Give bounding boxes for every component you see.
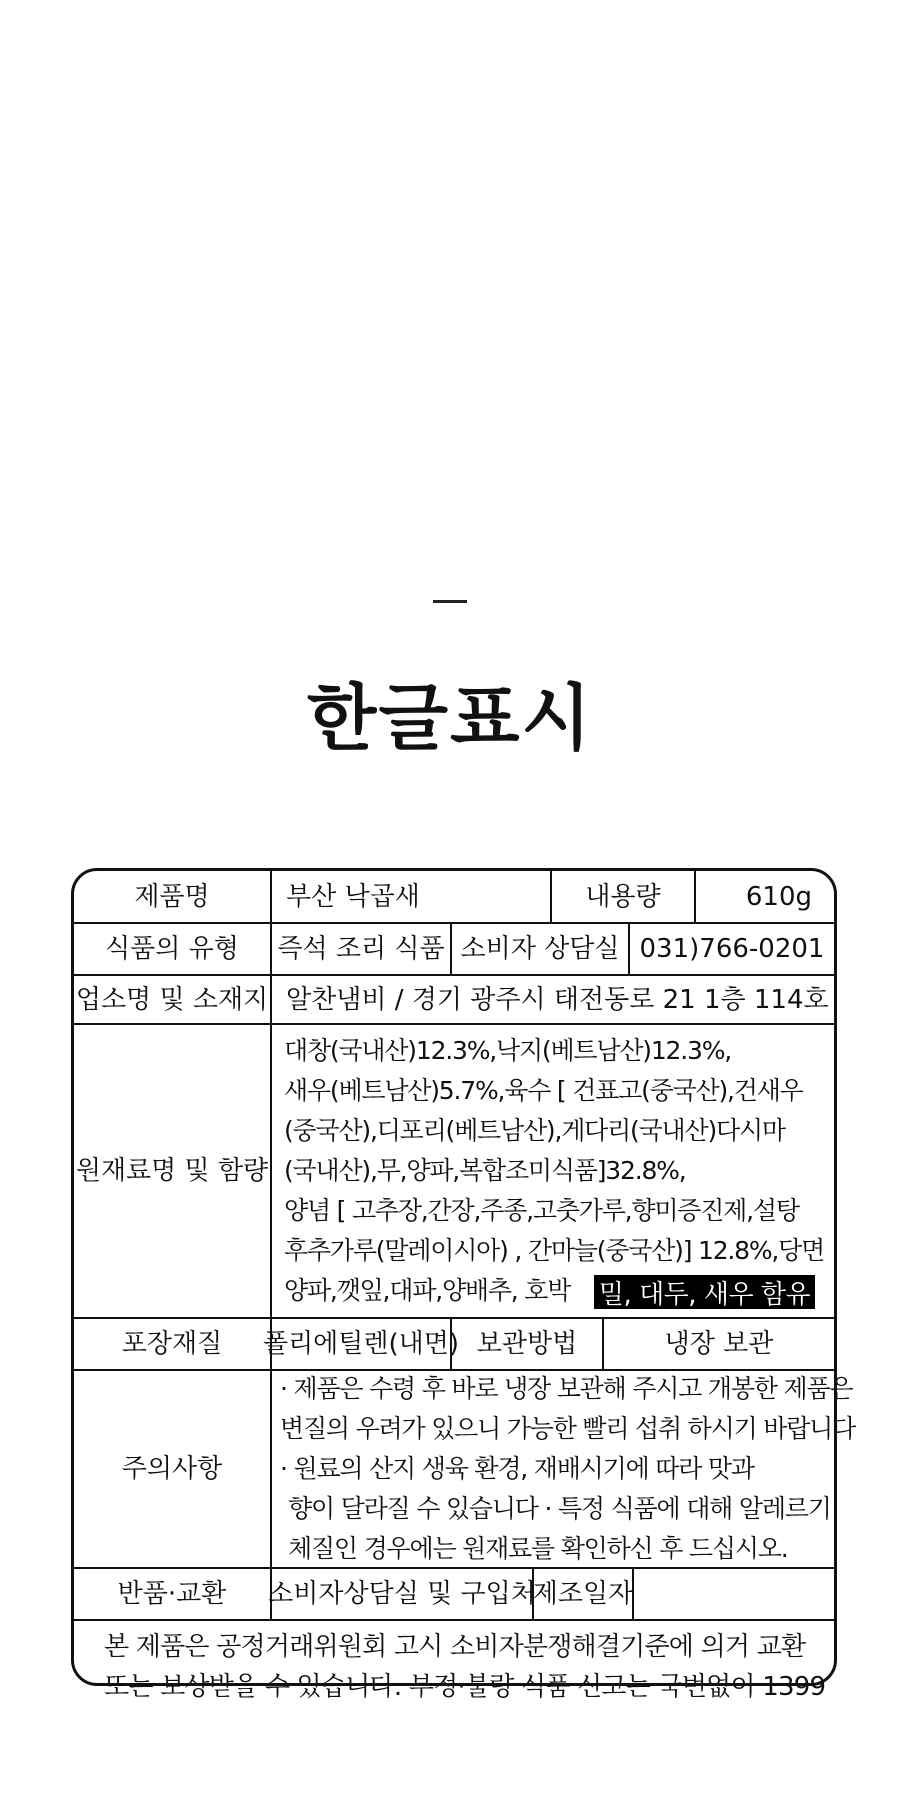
storage-label: 보관방법	[450, 1319, 602, 1369]
packaging-label: 포장재질	[121, 1329, 223, 1359]
volume-value: 610g	[694, 871, 834, 922]
consumer-phone: 031)766-0201	[628, 924, 834, 974]
caution-list	[270, 1371, 856, 1567]
notice-text	[74, 1621, 834, 1702]
ingredients-line: 대창(국내산)12.3%,낙지(베트남산)12.3%,	[284, 1036, 731, 1065]
ingredients-line: 양념 [ 고추장,간장,주종,고춧가루,향미증진제,설탕	[284, 1196, 799, 1225]
row-returns	[74, 1569, 834, 1621]
mfg-date-value	[632, 1569, 834, 1619]
caution-label: 주의사항	[121, 1454, 223, 1484]
label-table	[71, 868, 856, 1702]
volume-label: 내용량	[550, 871, 694, 922]
row-packaging	[74, 1319, 834, 1371]
ingredients-line: (중국산),디포리(베트남산),게다리(국내산)다시마	[284, 1116, 785, 1145]
returns-value: 소비자상담실 및 구입처	[270, 1569, 532, 1619]
ingredients-line-text: 양파,깻잎,대파,양배추, 호박	[284, 1276, 571, 1305]
returns-label: 반품·교환	[117, 1579, 227, 1609]
ingredients-line: (국내산),무,양파,복합조미식품]32.8%,	[284, 1156, 686, 1185]
row-product-name	[74, 871, 834, 924]
product-name-value: 부산 낙곱새	[270, 871, 550, 922]
mfg-date-label: 제조일자	[532, 1569, 632, 1619]
company-value: 알찬냄비 / 경기 광주시 태전동로 21 1층 114호	[270, 976, 834, 1023]
food-type-label: 식품의 유형	[105, 934, 239, 964]
row-ingredients	[74, 1025, 834, 1319]
page-title: 한글표시	[306, 676, 594, 760]
company-label: 업소명 및 소재지	[75, 984, 269, 1015]
storage-value: 냉장 보관	[602, 1319, 834, 1369]
consumer-center-label: 소비자 상담실	[450, 924, 628, 974]
packaging-value: 폴리에틸렌(내면)	[270, 1319, 450, 1369]
product-name-label: 제품명	[134, 881, 210, 912]
caution-line: 향이 달라질 수 있습니다 · 특정 식품에 대해 알레르기	[288, 1494, 831, 1523]
caution-line: 체질인 경우에는 원재료를 확인하신 후 드십시오.	[288, 1534, 788, 1563]
title-dash-divider	[433, 600, 467, 603]
food-type-value: 즉석 조리 식품	[270, 924, 450, 974]
allergen-badge: 밀, 대두, 새우 함유	[594, 1275, 815, 1309]
ingredients-line: 후추가루(말레이시아) , 간마늘(중국산)] 12.8%,당면	[284, 1236, 825, 1265]
caution-line: · 원료의 산지 생육 환경, 재배시기에 따라 맛과	[280, 1454, 754, 1483]
caution-line: 변질의 우려가 있으니 가능한 빨리 섭취 하시기 바랍니다	[280, 1414, 856, 1443]
row-notice	[74, 1621, 834, 1702]
notice-line: 또는 보상받을 수 있습니다. 부정·불량 식품 신고는 국번없이 1399	[104, 1672, 826, 1702]
row-company	[74, 976, 834, 1025]
notice-line: 본 제품은 공정거래위원회 고시 소비자분쟁해결기준에 의거 교환	[104, 1632, 806, 1662]
ingredients-label: 원재료명 및 함량	[75, 1156, 269, 1186]
caution-line: · 제품은 수령 후 바로 냉장 보관해 주시고 개봉한 제품은	[280, 1374, 853, 1403]
ingredients-line: 새우(베트남산)5.7%,육수 [ 건표고(중국산),건새우	[284, 1076, 803, 1105]
row-caution	[74, 1371, 856, 1569]
row-food-type	[74, 924, 834, 976]
